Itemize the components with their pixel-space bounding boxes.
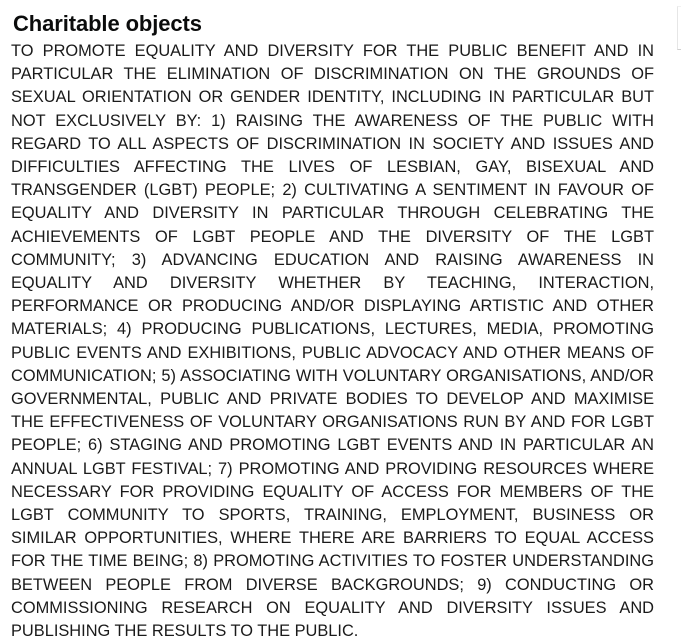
charitable-objects-section — [11, 10, 654, 643]
section-heading: Charitable objects — [13, 11, 202, 36]
charitable-objects-text: TO PROMOTE EQUALITY AND DIVERSITY FOR THE PUBLIC BENEFIT AND IN PARTICULAR THE ELIMINATION OF DISCRIMINATION ON THE GROUNDS OF SEXUAL ORIENTATION OR GENDER IDENTITY, INCLUDING IN PARTICULAR BUT NOT EXCLUSIVELY BY: 1) RAISING THE AWARENESS OF THE PUBLIC WITH REGARD TO ALL ASPECTS OF DISCRIMINATION IN SOCIETY AND ISSUES AND DIFFICULTIES AFFECTING THE LIVES OF LESBIAN, GAY, BISEXUAL AND TRANSGENDER (LGBT) PEOPLE; 2) CULTIVATING A SENTIMENT IN FAVOUR OF EQUALITY AND DIVERSITY IN PARTICULAR THROUGH CELEBRATING THE ACHIEVEMENTS OF LGBT PEOPLE AND THE DIVERSITY OF THE LGBT COMMUNITY; 3) ADVANCING EDUCATION AND RAISING AWARENESS IN EQUALITY AND DIVERSITY WHETHER BY TEACHING, INTERACTION, PERFORMANCE OR PRODUCING AND/OR DISPLAYING ARTISTIC AND OTHER MATERIALS; 4) PRODUCING PUBLICATIONS, LECTURES, MEDIA, PROMOTING PUBLIC EVENTS AND EXHIBITIONS, PUBLIC ADVOCACY AND OTHER MEANS OF COMMUNICATION; 5) ASSOCIATING WITH VOLUNTARY ORGANISATIONS, AND/OR GOVERNMENTAL, PUBLIC AND PRIVATE BODIES TO DEVELOP AND MAXIMISE THE EFFECTIVENESS OF VOLUNTARY ORGANISATIONS RUN BY AND FOR LGBT PEOPLE; 6) STAGING AND PROMOTING LGBT EVENTS AND IN PARTICULAR AN ANNUAL LGBT FESTIVAL; 7) PROMOTING AND PROVIDING RESOURCES WHERE NECESSARY FOR PROVIDING EQUALITY OF ACCESS FOR MEMBERS OF THE LGBT COMMUNITY TO SPORTS, TRAINING, EMPLOYMENT, BUSINESS OR SIMILAR OPPORTUNITIES, WHERE THERE ARE BARRIERS TO EQUAL ACCESS FOR THE TIME BEING; 8) PROMOTING ACTIVITIES TO FOSTER UNDERSTANDING BETWEEN PEOPLE FROM DIVERSE BACKGROUNDS; 9) CONDUCTING OR COMMISSIONING RESEARCH ON EQUALITY AND DIVERSITY ISSUES AND PUBLISHING THE RESULTS TO THE PUBLIC. — [11, 42, 654, 641]
adjacent-panel-edge — [677, 6, 681, 50]
